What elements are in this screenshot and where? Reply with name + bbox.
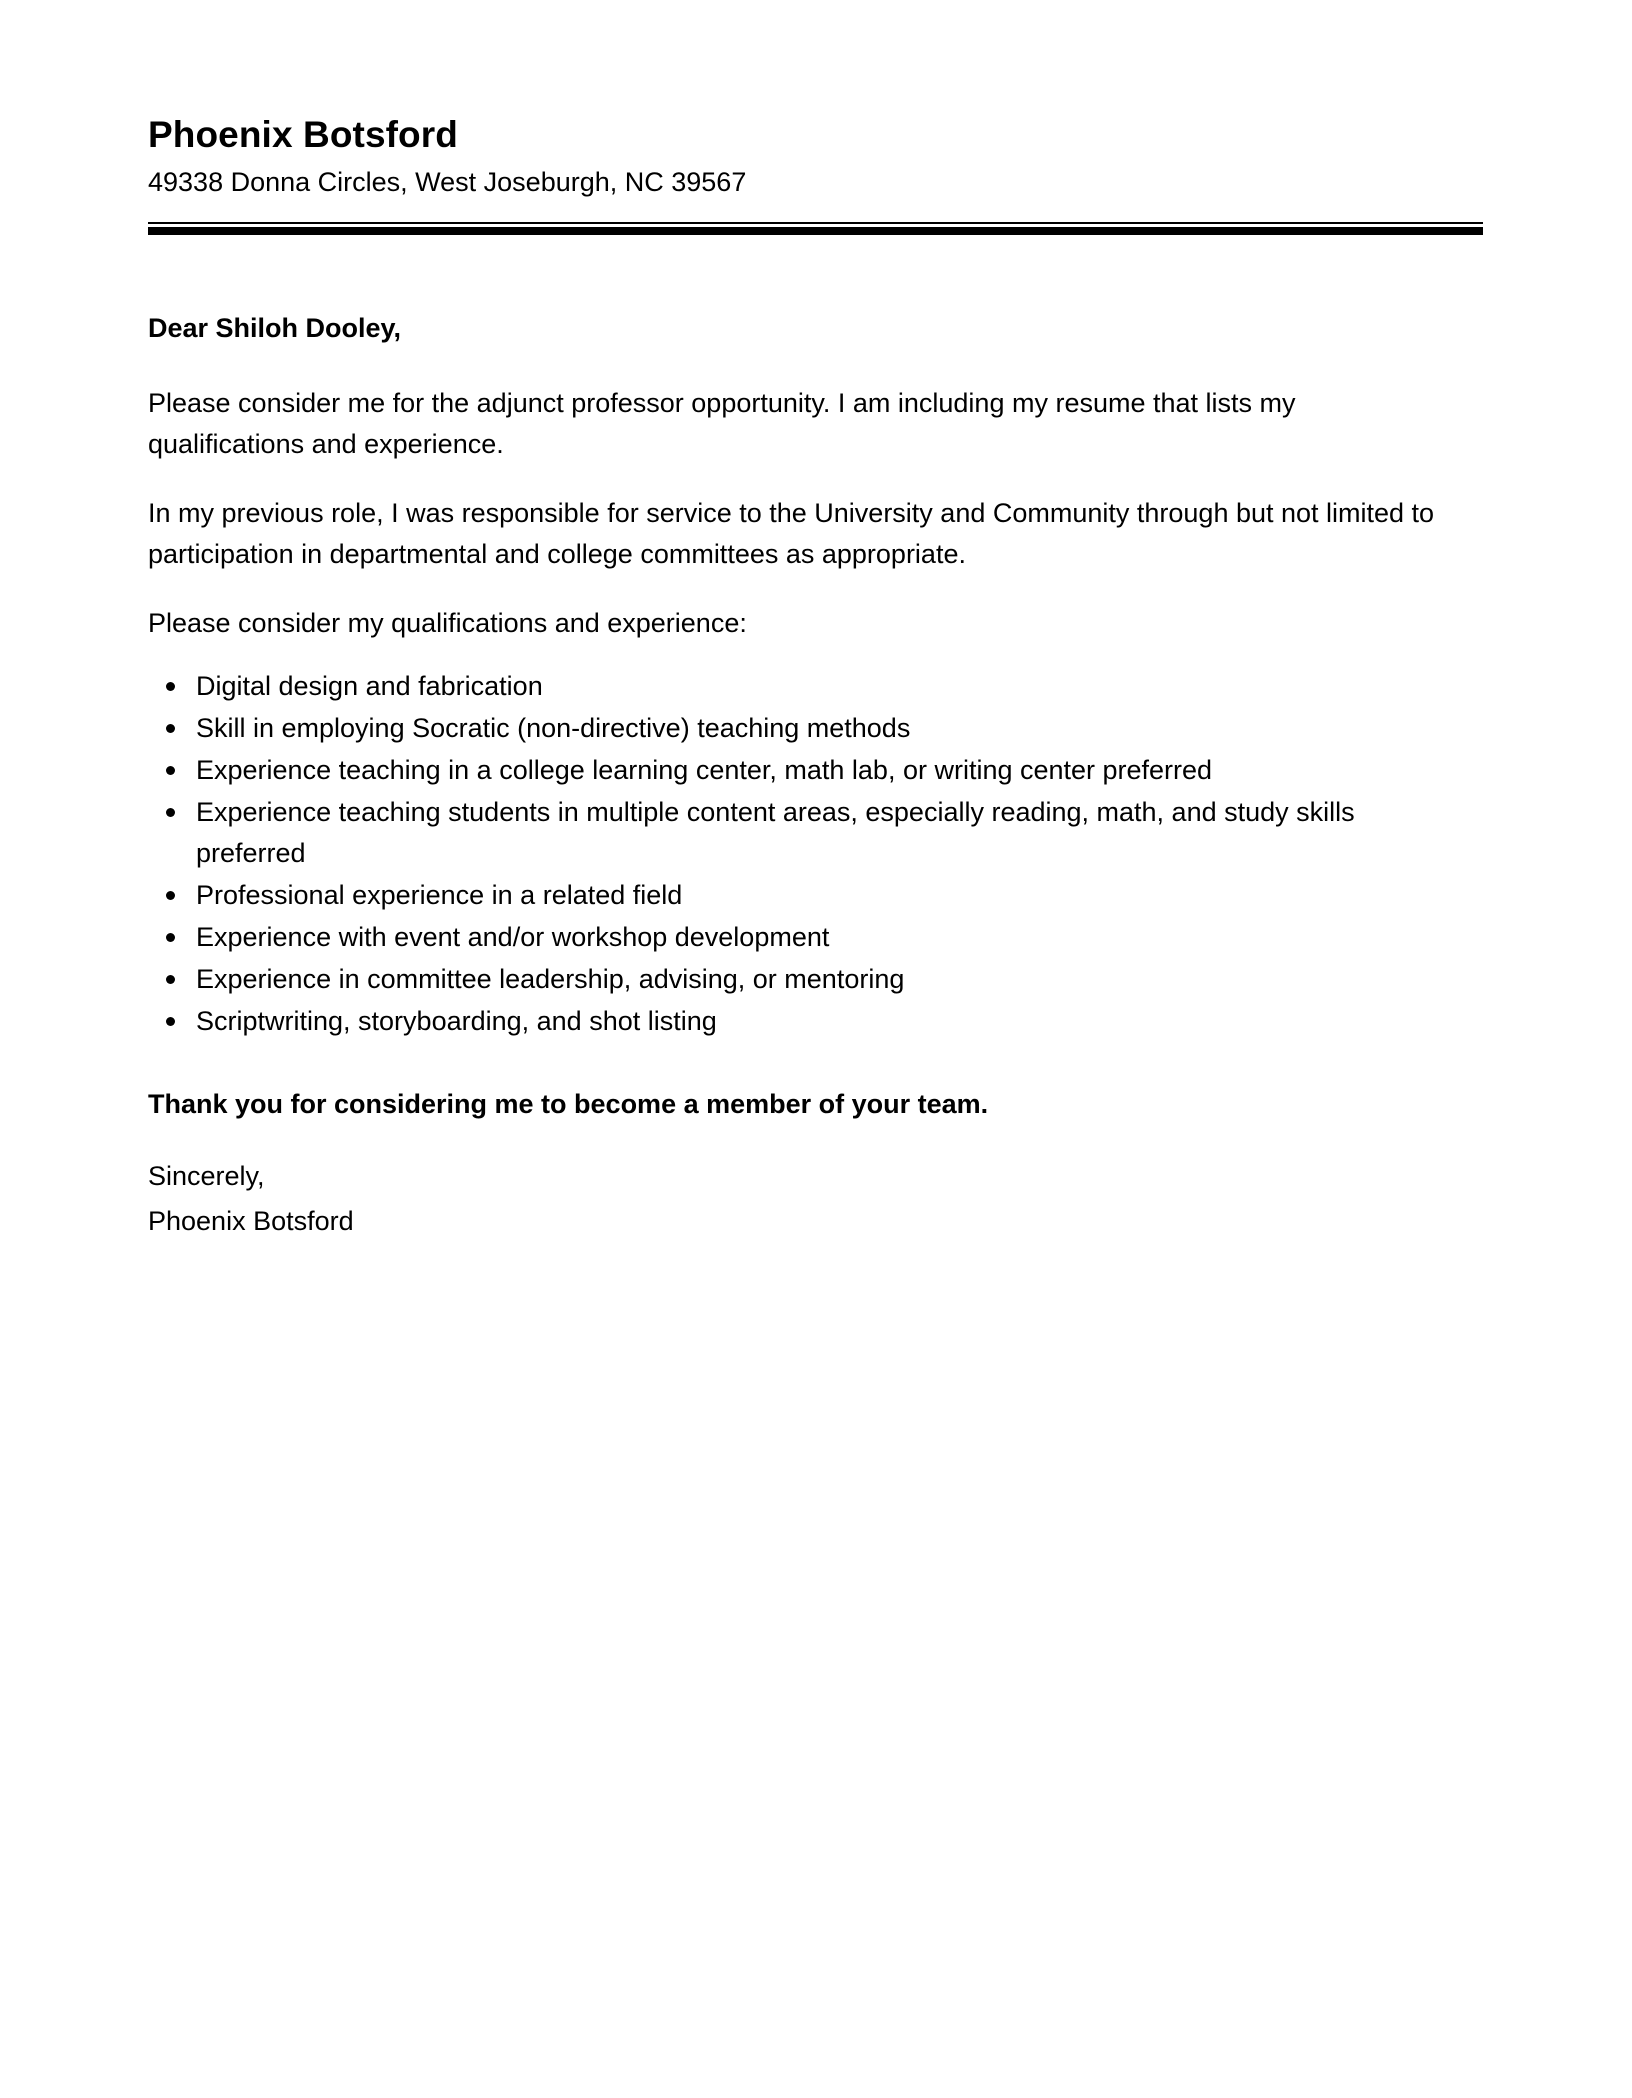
salutation: Dear Shiloh Dooley, [148, 312, 402, 343]
sender-address: 49338 Donna Circles, West Joseburgh, NC 39567 [148, 167, 747, 198]
bullet-icon [166, 808, 175, 817]
body-paragraph-2: In my previous role, I was responsible for service to the University and Community through but not limited to participation in departmental and college committees as appropriate. [148, 498, 1435, 570]
list-item [148, 959, 1398, 1000]
header-divider [148, 222, 1483, 235]
bullet-icon [166, 724, 175, 733]
list-item-label: Experience teaching students in multiple content areas, especially reading, math, and study skills preferred [196, 797, 1355, 869]
list-item [148, 917, 1398, 958]
list-item [148, 792, 1398, 874]
body-paragraph-1: Please consider me for the adjunct professor opportunity. I am including my resume that lists my qualifications and experience. [148, 388, 1296, 460]
list-item-label: Experience with event and/or workshop development [196, 922, 830, 953]
bullet-icon [166, 891, 175, 900]
sender-name: Phoenix Botsford [148, 114, 458, 155]
list-item [148, 875, 1398, 916]
qualifications-list [148, 666, 1458, 1042]
list-item [148, 750, 1398, 791]
list-item [148, 1001, 1398, 1042]
list-item-label: Experience in committee leadership, advising, or mentoring [196, 964, 905, 995]
list-item-label: Digital design and fabrication [196, 671, 543, 702]
letterhead [148, 96, 1483, 235]
list-item [148, 666, 1398, 707]
bullet-icon [166, 1017, 175, 1026]
letter-body [148, 309, 1458, 1242]
bullet-icon [166, 682, 175, 691]
letter-content [148, 96, 1483, 1242]
signature-name: Phoenix Botsford [148, 1205, 354, 1236]
list-item-label: Scriptwriting, storyboarding, and shot listing [196, 1006, 717, 1037]
thank-you-line: Thank you for considering me to become a member of your team. [148, 1088, 989, 1119]
divider-thick-bar [148, 227, 1483, 235]
bullet-icon [166, 975, 175, 984]
qualifications-intro: Please consider my qualifications and experience: [148, 608, 747, 639]
sign-off: Sincerely, [148, 1160, 265, 1191]
list-item-label: Experience teaching in a college learning center, math lab, or writing center preferred [196, 755, 1213, 786]
list-item [148, 708, 1398, 749]
bullet-icon [166, 766, 175, 775]
list-item-label: Skill in employing Socratic (non-directive) teaching methods [196, 713, 911, 744]
bullet-icon [166, 933, 175, 942]
list-item-label: Professional experience in a related field [196, 880, 683, 911]
